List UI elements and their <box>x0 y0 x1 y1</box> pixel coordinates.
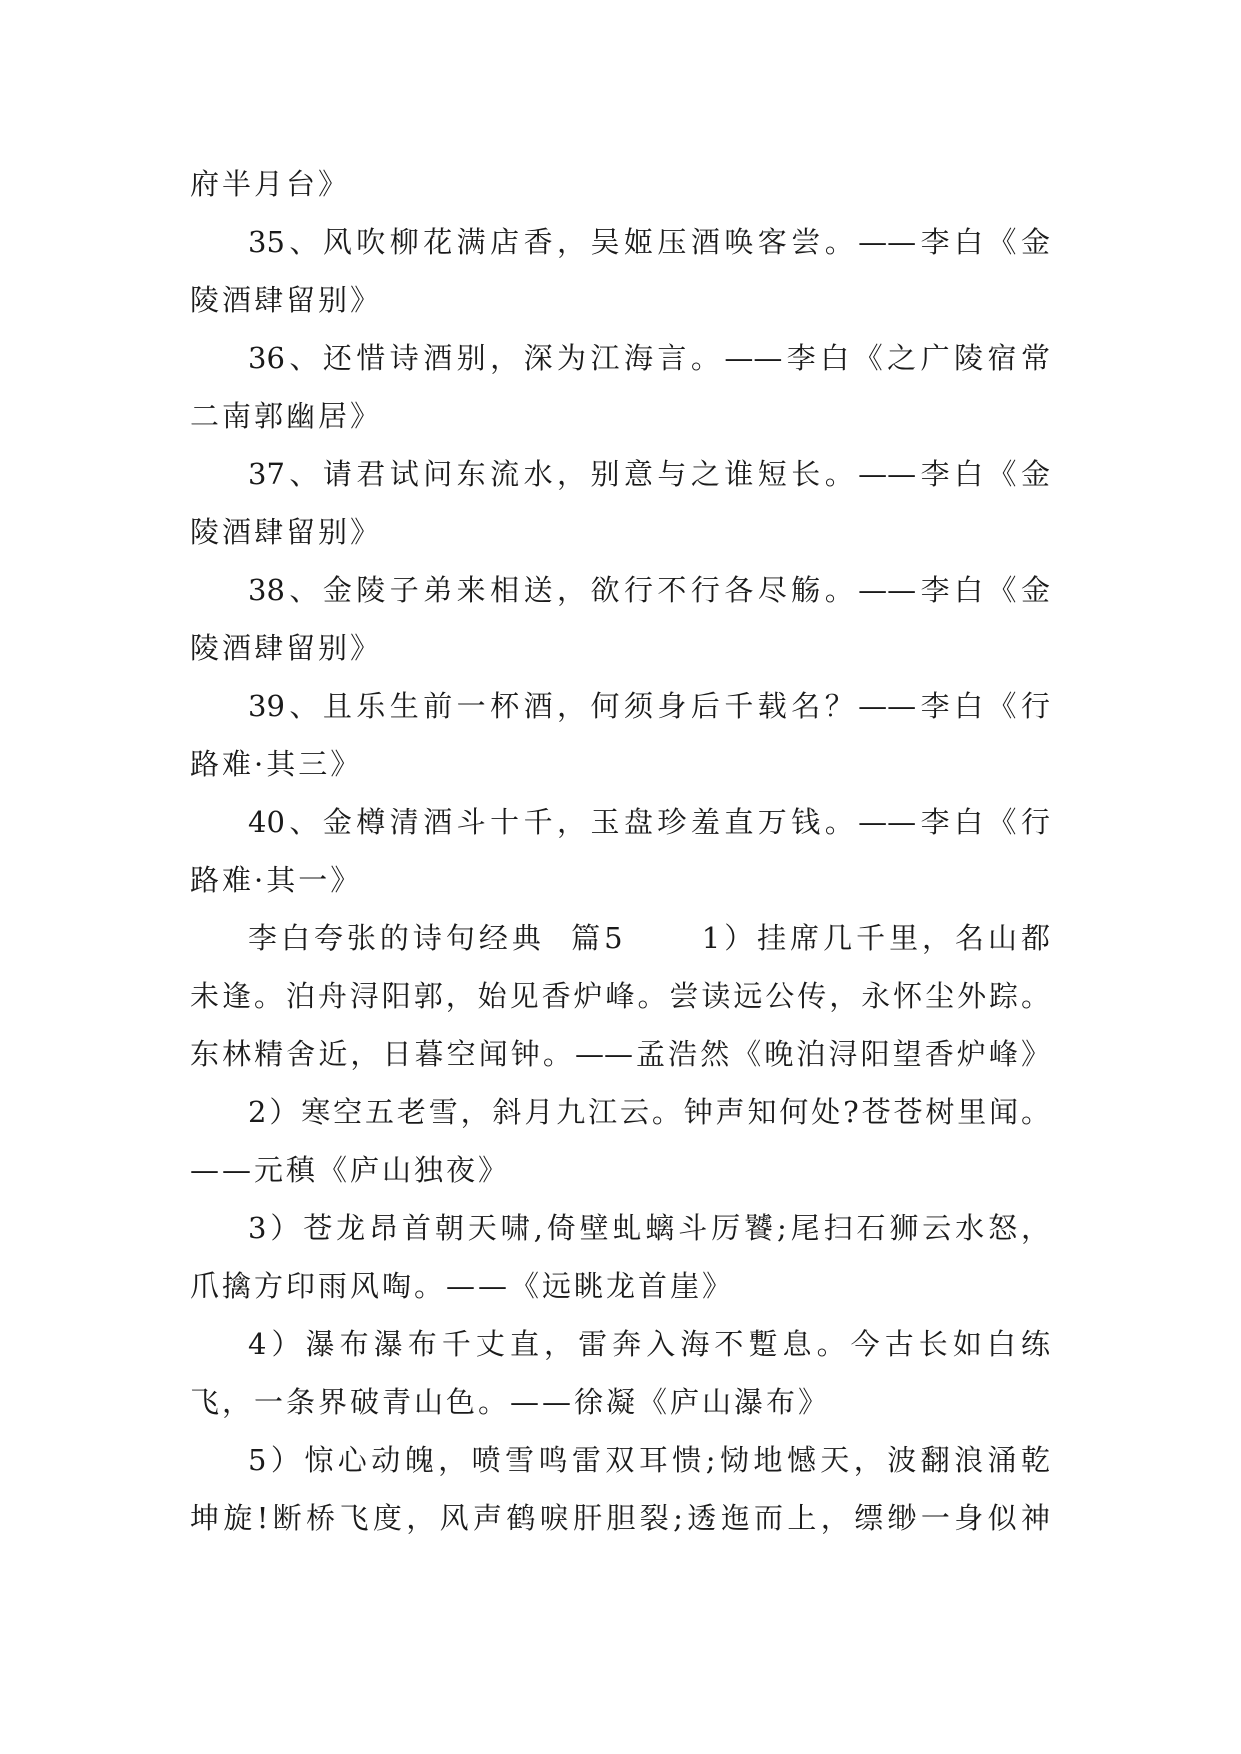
text-line: 未逢。泊舟浔阳郭，始见香炉峰。尝读远公传，永怀尘外踪。 <box>190 979 1050 1013</box>
text-line: 东林精舍近，日暮空闻钟。——孟浩然《晚泊浔阳望香炉峰》 <box>190 1037 1050 1071</box>
text-line: 路难·其三》 <box>190 747 363 781</box>
text-line: ——元稹《庐山独夜》 <box>190 1153 511 1187</box>
text-line: 爪擒方印雨风啕。——《远眺龙首崖》 <box>190 1269 735 1303</box>
text-line: 39、且乐生前一杯酒，何须身后千载名？——李白《行 <box>248 689 1050 723</box>
text-line: 35、风吹柳花满店香，吴姬压酒唤客尝。——李白《金 <box>248 225 1050 259</box>
text-line: 36、还惜诗酒别，深为江海言。——李白《之广陵宿常 <box>248 341 1050 375</box>
document-page <box>190 155 1050 1547</box>
text-line: 陵酒肆留别》 <box>190 631 383 665</box>
text-line: 坤旋!断桥飞度，风声鹤唳肝胆裂;透迤而上，缥缈一身似神 <box>190 1501 1050 1535</box>
text-line: 陵酒肆留别》 <box>190 515 383 549</box>
text-line: 4）瀑布瀑布千丈直，雷奔入海不蹔息。今古长如白练 <box>248 1327 1050 1361</box>
text-line: 陵酒肆留别》 <box>190 283 383 317</box>
section-heading-line: 李白夸张的诗句经典 篇5 1）挂席几千里，名山都 <box>248 921 1050 955</box>
text-line: 路难·其一》 <box>190 863 363 897</box>
text-line: 40、金樽清酒斗十千，玉盘珍羞直万钱。——李白《行 <box>248 805 1050 839</box>
text-line: 37、请君试问东流水，别意与之谁短长。——李白《金 <box>248 457 1050 491</box>
text-line: 38、金陵子弟来相送，欲行不行各尽觞。——李白《金 <box>248 573 1050 607</box>
text-line: 二南郭幽居》 <box>190 399 383 433</box>
text-line: 飞，一条界破青山色。——徐凝《庐山瀑布》 <box>190 1385 831 1419</box>
text-line: 5）惊心动魄，喷雪鸣雷双耳愦;恸地憾天，波翻浪涌乾 <box>248 1443 1050 1477</box>
text-line: 2）寒空五老雪，斜月九江云。钟声知何处?苍苍树里闻。 <box>248 1095 1050 1129</box>
text-line: 3）苍龙昂首朝天啸,倚壁虬螭斗厉饕;尾扫石狮云水怒， <box>248 1211 1050 1245</box>
text-line: 府半月台》 <box>190 167 351 201</box>
